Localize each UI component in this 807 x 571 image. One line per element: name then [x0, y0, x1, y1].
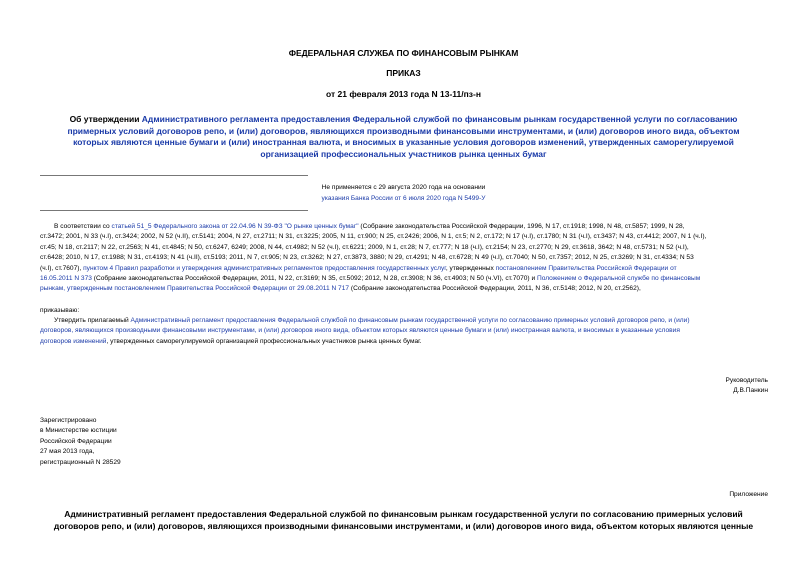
preamble-line: ст.3472; 2001, N 33 (ч.I), ст.3424; 2002, N 52 (ч.II), ст.5141; 2004, N 27, ст.2711; N 31, ст.3225; 2005, N 11, ст.900; N 25, ст.2426; 2006, N 1, ст.5; N 2, ст.172; N 17 (ч.I), ст.1780; N 31 (ч.I), ст.3437; N 43, ст.4412; 2007, N 1 (ч.I), — [40, 233, 707, 241]
title-regulation-link-line3[interactable]: которых являются ценные бумаги и (или) иностранная валюта, и вносимых в указанные условия договоров изменений, утвержденных саморегулируемой — [73, 137, 734, 147]
preamble-text: (Собрание законодательства Российской Федерации, 2011, N 22, ст.3169; N 35, ст.5092; 2012, N 28, ст.3908; N 36, ст.4903; N 50 (ч.VI), ст.7070) и — [91, 275, 537, 283]
signature-role: Руководитель — [725, 377, 768, 384]
regulation-link-line3[interactable]: договоров изменений — [40, 337, 107, 345]
preamble-text: , утвержденных — [445, 264, 496, 272]
document-date-number: от 21 февраля 2013 года N 13-11/пз-н — [326, 89, 481, 99]
government-decree-link[interactable]: постановлением Правительства Российской Федерации от — [495, 264, 677, 272]
preamble-text: (Собрание законодательства Российской Федерации, 2011, N 36, ст.5148; 2012, N 20, ст.2562), — [349, 285, 641, 293]
title-prefix: Об утверждении — [69, 114, 142, 124]
document-title — [0, 114, 807, 160]
appendix-title-line: Административный регламент предоставления Федеральной службой по финансовым рынкам государственной услуги по согласованию примерных условий — [64, 509, 743, 519]
government-decree-link-cont[interactable]: 16.05.2011 N 373 — [40, 275, 92, 283]
preamble-text: В соответствии со — [54, 223, 112, 230]
appendix-title-line: договоров репо, и (или) договоров, являющихся производными финансовыми инструментами, и (или) договоров иного вида, объектом которых являются ценные — [53, 521, 754, 531]
fsfr-regulation-link-cont[interactable]: рынкам, утвержденным постановлением Правительства Российской Федерации от 29.08.2011 N 717 — [40, 285, 350, 293]
title-regulation-link-line4[interactable]: организацией профессиональных участников рынка ценных бумаг — [260, 148, 547, 159]
rules-link[interactable]: пунктом 4 Правил разработки и утверждения административных регламентов предоставления государственных услуг — [83, 264, 446, 272]
fsfr-regulation-link[interactable]: Положением о Федеральной службе по финансовым — [536, 275, 701, 283]
signature-block — [726, 376, 768, 397]
notice-text: Не применяется с 29 августа 2020 года на основании — [321, 184, 486, 191]
notice-link[interactable]: указания Банка России от 6 июля 2020 года N 5499-У — [321, 195, 486, 202]
preamble-text: (ч.I), ст.7607), — [40, 264, 84, 272]
regulation-link-line2[interactable]: договоров, являющихся производными финансовыми инструментами, и (или) договоров иного вида, объектом которых являются ценные бумаги и (или) иностранная валюта, и вносимых в указанные условия — [40, 327, 680, 335]
order-verb: приказываю: — [40, 307, 80, 314]
registration-line: 27 мая 2013 года, — [40, 448, 95, 456]
document-type: ПРИКАЗ — [386, 68, 421, 78]
preamble-paragraph — [40, 222, 768, 295]
registration-line: Российской Федерации — [40, 437, 112, 445]
agency-name: ФЕДЕРАЛЬНАЯ СЛУЖБА ПО ФИНАНСОВЫМ РЫНКАМ — [288, 48, 519, 58]
divider-bottom — [40, 210, 308, 211]
order-text: , утвержденных саморегулируемой организацией профессиональных участников рынка ценных бумаг. — [106, 337, 422, 345]
registration-block — [40, 416, 121, 468]
appendix-title — [0, 508, 807, 532]
preamble-line: ст.6428; 2010, N 17, ст.1988; N 31, ст.4193; N 41 (ч.II), ст.5193; 2011, N 7, ст.905; N 23, ст.3262; N 27, ст.3873, 3880; N 29, ст.4291; N 48, ст.6728; N 49 (ч.I), ст.7040; N 50, ст.7357; 2012, N 25, ст.3269; N 31, ст.4334; N 53 — [40, 254, 694, 262]
title-regulation-link[interactable]: Административного регламента предоставления Федеральной службой по финансовым рынкам государственной услуги по согласованию — [141, 114, 738, 124]
appendix-label: Приложение — [729, 491, 768, 498]
registration-line: регистрационный N 28529 — [40, 458, 121, 466]
preamble-line: ст.45; N 18, ст.2117; N 22, ст.2563; N 41, ст.4845; N 50, ст.6247, 6249; 2008, N 44, ст.4982; N 52 (ч.I), ст.6221; 2009, N 1, ст.28; N 7, ст.777; N 18 (ч.I), ст.2154; N 23, ст.2770; N 29, ст.3618, 3642; N 48, ст.5731; N 52 (ч.I), — [40, 243, 689, 251]
title-regulation-link-line2[interactable]: примерных условий договоров репо, и (или) договоров, являющихся производными финансовыми инструментами, и (или) договоров иного вида, объектом — [67, 125, 740, 136]
divider-top — [40, 175, 308, 176]
signature-name: Д.В.Панкин — [733, 387, 768, 395]
regulation-link[interactable]: Административный регламент предоставления Федеральной службой по финансовым рынкам государственной услуги по согласованию примерных условий договоров репо, и (или) — [130, 317, 690, 324]
registration-line: Зарегистрировано — [40, 417, 97, 424]
order-text: Утвердить прилагаемый — [54, 317, 131, 324]
order-paragraph — [40, 316, 768, 347]
law-article-link[interactable]: статьей 51_5 Федерального закона от 22.04.96 N 39-ФЗ "О рынке ценных бумаг" — [111, 223, 359, 230]
preamble-text: (Собрание законодательства Российской Федерации, 1996, N 17, ст.1918; 1998, N 48, ст.5857; 1999, N 28, — [358, 223, 685, 230]
registration-line: в Министерстве юстиции — [40, 427, 117, 435]
